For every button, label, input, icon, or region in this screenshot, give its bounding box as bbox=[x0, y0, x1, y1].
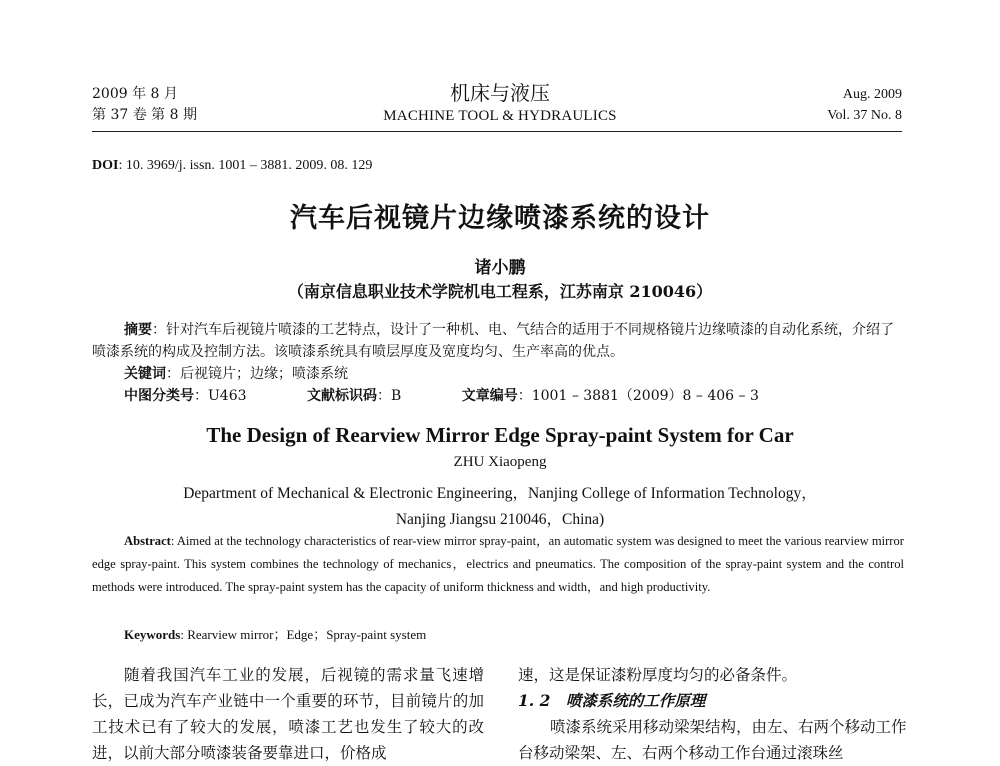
header-date-cn: 2009 年 8 月 bbox=[92, 86, 178, 102]
affiliation-en bbox=[0, 481, 1000, 533]
header-issue-en: Vol. 37 No. 8 bbox=[827, 108, 902, 123]
classification-line bbox=[124, 385, 815, 407]
paper-title-cn: 汽车后视镜片边缘喷漆系统的设计 bbox=[290, 203, 710, 234]
abstract-en-text: : Aimed at the technology characteristics of rear-view mirror spray-paint，an automatic system was designed to meet the various rearview mirror edge spray-paint. This system combines the technology of mechanics，electrics and pneumatics. The composition of the spray-paint system and the control methods were introduced. The spray-paint system has the capacity of uniform thickness and width，and high productivity. bbox=[92, 534, 904, 594]
header-date-en: Aug. 2009 bbox=[842, 87, 902, 102]
keywords-en-label: Keywords bbox=[124, 627, 181, 642]
journal-name-cn: 机床与液压 bbox=[450, 81, 550, 105]
keywords-en bbox=[124, 624, 426, 646]
keywords-cn-text: ：后视镜片；边缘；喷漆系统 bbox=[166, 366, 348, 382]
abstract-en-label: Abstract bbox=[124, 534, 171, 548]
doc-code-label: 文献标识码 bbox=[306, 388, 377, 404]
body-right-line: 速，这是保证漆粉厚度均匀的必备条件。 bbox=[518, 666, 798, 684]
doc-code-value: ：B bbox=[376, 388, 402, 404]
clc-label: 中图分类号 bbox=[124, 388, 194, 404]
header-right bbox=[827, 84, 902, 126]
keywords-cn-label: 关键词 bbox=[124, 366, 166, 382]
doi-label: DOI bbox=[92, 158, 119, 173]
article-no-value: ：1001 – 3881（2009）8 – 406 – 3 bbox=[517, 388, 759, 404]
affiliation-en-line2: Nanjing Jiangsu 210046，China) bbox=[395, 511, 605, 528]
clc-value: ：U463 bbox=[194, 388, 247, 404]
keywords-en-text: : Rearview mirror；Edge；Spray-paint system bbox=[180, 627, 427, 642]
article-no-field bbox=[462, 388, 787, 404]
doi-value: : 10. 3969/j. issn. 1001 – 3881. 2009. 08. 129 bbox=[118, 158, 373, 173]
affiliation-en-line1: Department of Mechanical & Electronic Engineering，Nanjing College of Information Technology， bbox=[183, 485, 817, 502]
keywords-cn bbox=[124, 363, 348, 385]
article-no-label: 文章编号 bbox=[461, 388, 518, 404]
body-right-column bbox=[518, 662, 910, 766]
paper-title-en: The Design of Rearview Mirror Edge Spray-paint System for Car bbox=[206, 423, 794, 447]
author-cn: 诸小鹏 bbox=[474, 258, 526, 278]
abstract-cn-text: ：针对汽车后视镜片喷漆的工艺特点，设计了一种机、电、气结合的适用于不同规格镜片边缘喷漆的自动化系统，介绍了喷漆系统的构成及控制方法。该喷漆系统具有喷层厚度及宽度均匀、生产率高的优点。 bbox=[92, 322, 894, 360]
header-rule bbox=[92, 131, 902, 132]
clc-field bbox=[124, 388, 275, 404]
author-en: ZHU Xiaopeng bbox=[453, 454, 547, 470]
section-heading: 1. 2 喷漆系统的工作原理 bbox=[518, 691, 706, 710]
header-issue-cn: 第 37 卷 第 8 期 bbox=[92, 107, 197, 123]
abstract-en bbox=[92, 530, 904, 599]
journal-name-en: MACHINE TOOL & HYDRAULICS bbox=[383, 108, 617, 124]
body-right-paragraph: 喷漆系统采用移动梁架结构，由左、右两个移动工作台移动梁架、左、右两个移动工作台通过滚珠丝 bbox=[518, 718, 907, 762]
body-left-column: 随着我国汽车工业的发展，后视镜的需求量飞速增长，已成为汽车产业链中一个重要的环节，目前镜片的加工技术已有了较大的发展，喷漆工艺也发生了较大的改进，以前大部分喷漆装备要靠进口，价格成 bbox=[92, 666, 484, 762]
affiliation-cn: （南京信息职业技术学院机电工程系，江苏南京 210046） bbox=[287, 282, 713, 301]
abstract-cn-label: 摘要 bbox=[124, 322, 152, 338]
doc-code-field bbox=[307, 388, 429, 404]
abstract-cn bbox=[92, 319, 904, 363]
doi-line bbox=[92, 158, 372, 174]
